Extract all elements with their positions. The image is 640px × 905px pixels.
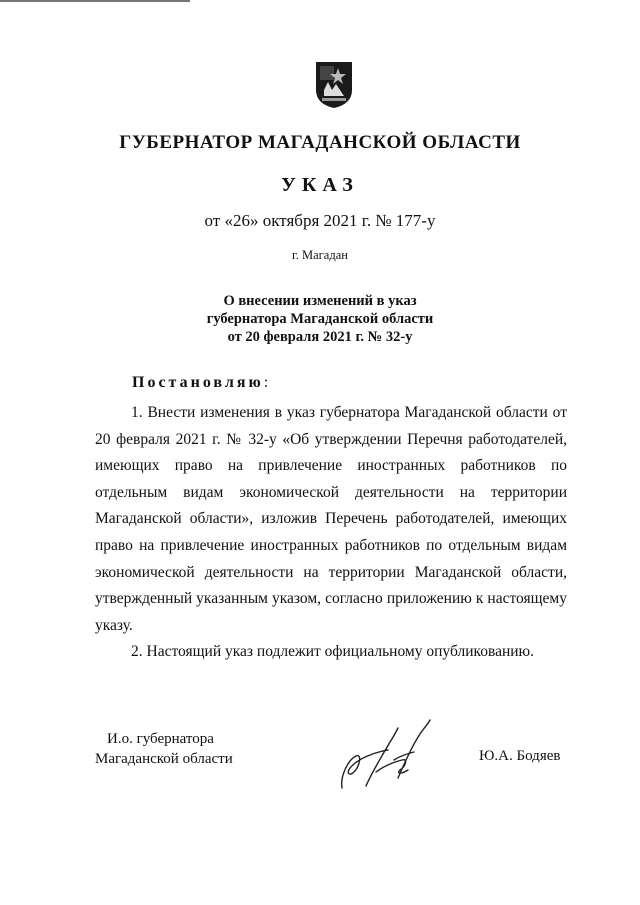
organization-title: ГУБЕРНАТОР МАГАДАНСКОЙ ОБЛАСТИ [119, 132, 521, 153]
subject-line: О внесении изменений в указ [223, 293, 417, 309]
signatory-position-line: И.о. губернатора [107, 731, 214, 747]
decree-colon: : [263, 374, 269, 391]
top-edge-line [0, 0, 190, 2]
decree-heading [132, 374, 268, 392]
body-paragraph: 1. Внести изменения в указ губернатора Магаданской области от 20 февраля 2021 г. № 32-у «Об утверждении Перечня работодателей, имеющих право на привлечение иностранных работников по отдельным видам экономической деятельности на территории Магаданской области», изложив Перечень работодателей, имеющих право на привлечение иностранных работников по отдельным видам экономической деятельности на территории Магаданской области, утвержденный указанным указом, согласно приложению к настоящему указу. [95, 404, 567, 634]
decree-word: Постановляю [132, 374, 264, 391]
document-subject [0, 292, 640, 346]
signatory-position [95, 729, 233, 769]
document-type: УКАЗ [281, 174, 359, 196]
subject-line: губернатора Магаданской области [206, 311, 434, 327]
signatory-position-line: Магаданской области [95, 751, 233, 767]
handwritten-signature-icon [336, 716, 436, 794]
subject-line: от 20 февраля 2021 г. № 32-у [227, 329, 413, 345]
magadan-coat-of-arms-icon [314, 60, 354, 110]
document-date-number: от «26» октября 2021 г. № 177-у [204, 211, 436, 230]
body-paragraph: 2. Настоящий указ подлежит официальному опубликованию. [131, 643, 535, 661]
document-body [95, 400, 567, 666]
signatory-name: Ю.А. Бодяев [479, 748, 561, 764]
document-place: г. Магадан [292, 248, 348, 262]
